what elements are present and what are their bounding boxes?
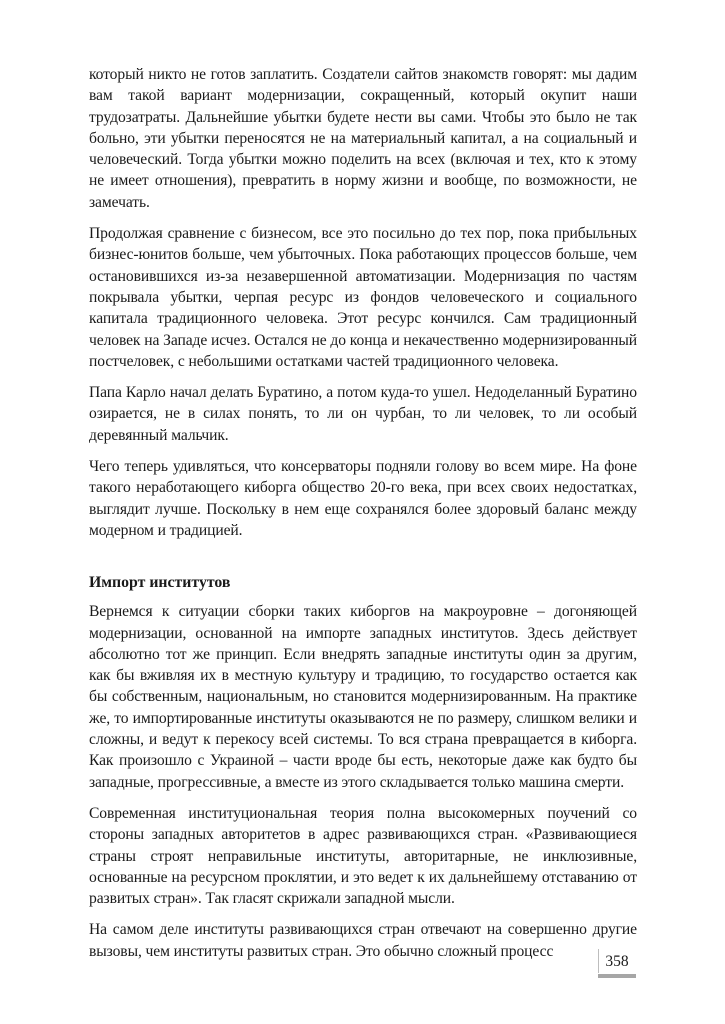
paragraph: Папа Карло начал делать Буратино, а потом куда-то ушел. Недоделанный Буратино озирается, не в силах понять, то ли он чурбан, то ли человек, то ли особый деревянный мальчик.	[89, 384, 637, 444]
paragraph: Вернемся к ситуации сборки таких киборгов на макроуровне – догоняющей модернизации, основанной на импорте западных институтов. Здесь действует абсолютно тот же принцип. Если внедрять западные институты один за другим, как бы вживляя их в местную культуру и традицию, то государство остается как бы собственным, национальным, но становится модернизированным. На практике же, то импортированные институты оказываются не по размеру, слишком велики и сложны, и ведут к перекосу всей системы. То вся страна превращается в киборга. Как произошло с Украиной – части вроде бы есть, некоторые даже как будто бы западные, прогрессивные, а вместе из этого складывается только машина смерти.	[89, 603, 637, 791]
paragraph: Современная институциональная теория полна высокомерных поучений со стороны западных авторитетов в адрес развивающихся стран. «Развивающиеся страны строят неправильные институты, авторитарные, не инклюзивные, основанные на ресурсном проклятии, и это ведет к их дальнейшему отставанию от развитых стран». Так гласят скрижали западной мысли.	[89, 804, 637, 908]
page-body	[89, 64, 637, 972]
paragraph: Чего теперь удивляться, что консерваторы подняли голову во всем мире. На фоне такого неработающего киборга общество 20-го века, при всех своих недостатках, выглядит лучше. Поскольку в нем еще сохранялся более здоровый баланс между модерном и традицией.	[89, 458, 637, 539]
section-heading: Импорт институтов	[89, 574, 231, 592]
page-number: 358	[605, 953, 629, 970]
page-number-bar	[598, 974, 636, 978]
paragraph: На самом деле институты развивающихся стран отвечают на совершенно другие вызовы, чем институты развитых стран. Это обычно сложный процесс	[89, 921, 637, 960]
paragraph: который никто не готов заплатить. Создатели сайтов знакомств говорят: мы дадим вам такой вариант модернизации, сокращенный, который окупит наши трудозатраты. Дальнейшие убытки будете нести вы сами. Чтобы это было не так больно, эти убытки переносятся не на материальный капитал, а на социальный и человеческий. Тогда убытки можно поделить на всех (включая и тех, кто к этому не имеет отношения), превратить в норму жизни и вообще, по возможности, не замечать.	[89, 66, 637, 211]
paragraph: Продолжая сравнение с бизнесом, все это посильно до тех пор, пока прибыльных бизнес-юнитов больше, чем убыточных. Пока работающих процессов больше, чем остановившихся из-за незавершенной автоматизации. Модернизация по частям покрывала убытки, черпая ресурс из фондов человеческого и социального капитала традиционного человека. Этот ресурс кончился. Сам традиционный человек на Западе исчез. Остался не до конца и некачественно модернизированный постчеловек, с небольшими остатками частей традиционного человека.	[89, 225, 637, 370]
